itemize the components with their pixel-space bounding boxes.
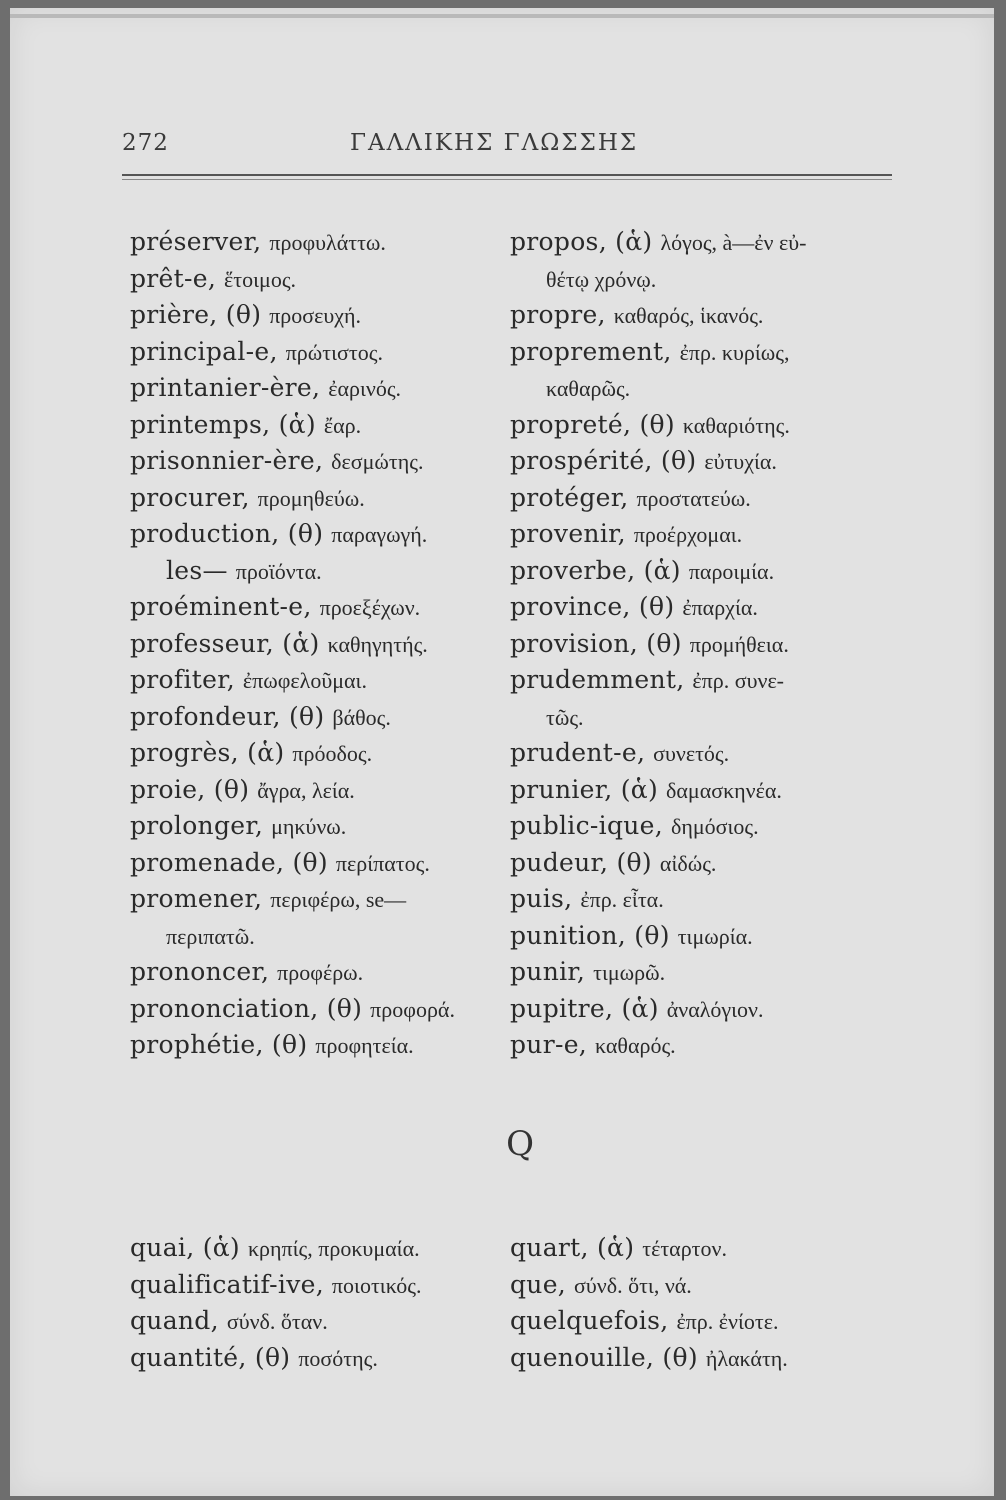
dictionary-entry: [130, 407, 500, 444]
dictionary-entry: [510, 808, 890, 845]
french-term: province, (θ): [510, 592, 675, 621]
q-right-column: [510, 1230, 890, 1376]
dictionary-entry: [130, 1027, 500, 1064]
dictionary-entry: [130, 772, 500, 809]
dictionary-entry: [130, 1340, 500, 1377]
top-edge-rule: [10, 14, 994, 18]
french-term: principal-e,: [130, 336, 278, 366]
dictionary-entry: [510, 1027, 890, 1064]
greek-translation: σύνδ. ὅταν.: [226, 1309, 328, 1334]
greek-translation: περίπατος.: [335, 850, 430, 876]
french-term: préserver,: [130, 227, 262, 256]
french-term: protéger,: [510, 482, 629, 512]
greek-translation: ποσότης.: [298, 1345, 378, 1371]
french-term: prononciation, (θ): [130, 993, 363, 1023]
dictionary-entry: [130, 261, 500, 298]
french-term: punir,: [510, 957, 586, 986]
dictionary-entry: [130, 443, 500, 480]
french-term: prolonger,: [130, 811, 264, 840]
left-column: [130, 224, 500, 1064]
dictionary-entry: [510, 845, 890, 882]
french-term: que,: [510, 1269, 567, 1299]
french-term: promenade, (θ): [130, 847, 328, 877]
dictionary-entry: [510, 407, 890, 444]
greek-translation: ἐπρ. συνε-: [692, 668, 785, 693]
french-term: qualificatif-ive,: [130, 1269, 324, 1299]
dictionary-entry: [510, 954, 890, 991]
french-term: proie, (θ): [130, 774, 250, 804]
greek-translation: περιφέρω, se—: [270, 887, 407, 912]
dictionary-entry: [510, 443, 890, 480]
dictionary-entry: [130, 845, 500, 882]
greek-translation: προέρχομαι.: [633, 522, 743, 547]
greek-translation: ἔαρ.: [323, 412, 362, 438]
french-term: prudent-e,: [510, 738, 646, 767]
dictionary-entry: [510, 918, 890, 955]
dictionary-entry: [510, 224, 890, 261]
greek-translation: προϊόντα.: [235, 558, 322, 584]
french-term: professeur, (ἁ): [130, 628, 320, 658]
greek-translation: κρηπίς, προκυμαία.: [247, 1236, 420, 1261]
dictionary-entry: [510, 1230, 890, 1267]
french-term: production, (θ): [130, 519, 324, 548]
section-letter: Q: [506, 1124, 534, 1164]
dictionary-entry: [130, 1303, 500, 1340]
dictionary-entry: [130, 334, 500, 371]
page-number: 272: [122, 130, 169, 156]
greek-translation: θέτῳ χρόνῳ.: [546, 266, 657, 292]
greek-translation: πρώτιστος.: [285, 339, 383, 365]
greek-translation: προεξέχων.: [319, 595, 421, 620]
greek-translation: ἐπρ. ἐνίοτε.: [676, 1309, 779, 1334]
french-term: quelquefois,: [510, 1306, 669, 1335]
french-term: propos, (ἁ): [510, 227, 653, 256]
french-term: pudeur, (θ): [510, 847, 652, 877]
dictionary-entry: [130, 626, 500, 663]
dictionary-entry: [510, 553, 890, 590]
french-term: quenouille, (θ): [510, 1342, 698, 1372]
dictionary-entry: [510, 261, 890, 298]
greek-translation: τέταρτον.: [642, 1236, 727, 1261]
greek-translation: παροιμία.: [688, 558, 775, 584]
dictionary-entry: [510, 480, 890, 517]
running-title: ΓΑΛΛΙΚΗΣ ΓΛΩΣΣΗΣ: [350, 130, 639, 156]
greek-translation: περιπατῶ.: [166, 923, 255, 949]
french-term: proéminent-e,: [130, 592, 312, 621]
french-term: les—: [166, 555, 228, 585]
greek-translation: ἀναλόγιον.: [666, 996, 764, 1022]
greek-translation: καθηγητής.: [327, 631, 428, 657]
greek-translation: μηκύνω.: [271, 814, 347, 839]
dictionary-entry: [510, 1303, 890, 1340]
dictionary-entry: [510, 370, 890, 407]
french-term: prudemment,: [510, 665, 685, 694]
french-term: printemps, (ἁ): [130, 409, 316, 439]
greek-translation: προφητεία.: [315, 1033, 414, 1058]
french-term: quai, (ἁ): [130, 1233, 240, 1262]
greek-translation: αἰδώς.: [659, 850, 717, 876]
french-term: propre,: [510, 300, 606, 329]
greek-translation: παραγωγή.: [331, 522, 428, 547]
greek-translation: δημόσιος.: [670, 814, 759, 839]
greek-translation: ἕτοιμος.: [224, 266, 297, 292]
dictionary-entry: [130, 589, 500, 626]
french-term: proverbe, (ἁ): [510, 555, 681, 585]
french-term: printanier-ère,: [130, 373, 321, 402]
dictionary-entry: [510, 772, 890, 809]
dictionary-entry: [130, 1267, 500, 1304]
french-term: pupitre, (ἁ): [510, 993, 659, 1023]
greek-translation: προστατεύω.: [636, 485, 751, 511]
dictionary-entry: [510, 297, 890, 334]
dictionary-entry: [510, 516, 890, 553]
french-term: pur-e,: [510, 1030, 588, 1059]
greek-translation: συνετός.: [653, 741, 730, 766]
french-term: punition, (θ): [510, 920, 670, 950]
french-term: quart, (ἁ): [510, 1233, 635, 1262]
book-page: [10, 8, 994, 1496]
french-term: public-ique,: [510, 811, 663, 840]
greek-translation: προμήθεια.: [689, 631, 789, 657]
dictionary-entry: [510, 699, 890, 736]
french-term: prière, (θ): [130, 300, 262, 329]
dictionary-entry: [510, 626, 890, 663]
greek-translation: καθαριότης.: [682, 412, 790, 438]
greek-translation: ποιοτικός.: [331, 1272, 422, 1298]
dictionary-entry: [510, 735, 890, 772]
dictionary-entry: [130, 699, 500, 736]
greek-translation: καθαρός.: [595, 1033, 676, 1058]
dictionary-entry: [130, 553, 500, 590]
greek-translation: εὐτυχία.: [704, 449, 777, 474]
dictionary-entry: [510, 334, 890, 371]
dictionary-entry: [130, 224, 500, 261]
french-term: profondeur, (θ): [130, 701, 325, 731]
french-term: proprement,: [510, 336, 672, 366]
greek-translation: δεσμώτης.: [331, 449, 424, 474]
greek-translation: βάθος.: [332, 704, 391, 730]
dictionary-entry: [510, 991, 890, 1028]
greek-translation: ἐπρ. κυρίως,: [679, 339, 790, 365]
greek-translation: καθαρός, ἱκανός.: [613, 303, 764, 328]
dictionary-entry: [130, 735, 500, 772]
french-term: puis,: [510, 884, 573, 913]
greek-translation: ἐπαρχία.: [682, 595, 758, 620]
dictionary-entry: [510, 881, 890, 918]
greek-translation: πρόοδος.: [292, 741, 373, 766]
dictionary-entry: [130, 297, 500, 334]
greek-translation: λόγος, à—ἐν εὐ-: [660, 230, 807, 255]
greek-translation: προφορά.: [370, 996, 455, 1022]
greek-translation: προφυλάττω.: [269, 230, 386, 255]
greek-translation: τιμωρία.: [677, 923, 753, 949]
greek-translation: ἐαρινός.: [328, 376, 402, 401]
dictionary-entry: [130, 370, 500, 407]
dictionary-entry: [510, 1267, 890, 1304]
greek-translation: προμηθεύω.: [257, 485, 365, 511]
french-term: prêt-e,: [130, 263, 217, 293]
header-rule: [122, 174, 892, 176]
french-term: prononcer,: [130, 957, 270, 986]
greek-translation: καθαρῶς.: [546, 376, 631, 401]
french-term: quand,: [130, 1306, 219, 1335]
dictionary-entry: [130, 881, 500, 918]
greek-translation: προσευχή.: [269, 303, 362, 328]
french-term: provision, (θ): [510, 628, 682, 658]
greek-translation: ἠλακάτη.: [705, 1345, 788, 1371]
french-term: profiter,: [130, 665, 235, 694]
dictionary-entry: [130, 516, 500, 553]
greek-translation: ἐπρ. εἶτα.: [580, 887, 664, 912]
header-rule-thin: [122, 179, 892, 180]
french-term: procurer,: [130, 482, 250, 512]
dictionary-entry: [510, 662, 890, 699]
dictionary-entry: [130, 1230, 500, 1267]
right-column: [510, 224, 890, 1064]
dictionary-entry: [130, 954, 500, 991]
french-term: propreté, (θ): [510, 409, 675, 439]
french-term: prophétie, (θ): [130, 1030, 308, 1059]
french-term: quantité, (θ): [130, 1342, 291, 1372]
dictionary-entry: [130, 808, 500, 845]
greek-translation: ἄγρα, λεία.: [257, 777, 355, 803]
greek-translation: τιμωρῶ.: [593, 960, 666, 985]
greek-translation: δαμασκηνέα.: [666, 777, 782, 803]
french-term: prunier, (ἁ): [510, 774, 659, 804]
q-left-column: [130, 1230, 500, 1376]
dictionary-entry: [510, 1340, 890, 1377]
french-term: promener,: [130, 884, 263, 913]
dictionary-entry: [510, 589, 890, 626]
greek-translation: τῶς.: [546, 704, 584, 730]
greek-translation: ἐπωφελοῦμαι.: [242, 668, 367, 693]
dictionary-entry: [130, 991, 500, 1028]
dictionary-entry: [130, 480, 500, 517]
dictionary-entry: [130, 662, 500, 699]
french-term: prisonnier-ère,: [130, 446, 324, 475]
french-term: provenir,: [510, 519, 626, 548]
dictionary-entry: [130, 918, 500, 955]
greek-translation: προφέρω.: [277, 960, 364, 985]
french-term: prospérité, (θ): [510, 446, 697, 475]
french-term: progrès, (ἁ): [130, 738, 285, 767]
greek-translation: σύνδ. ὅτι, νά.: [574, 1272, 692, 1298]
